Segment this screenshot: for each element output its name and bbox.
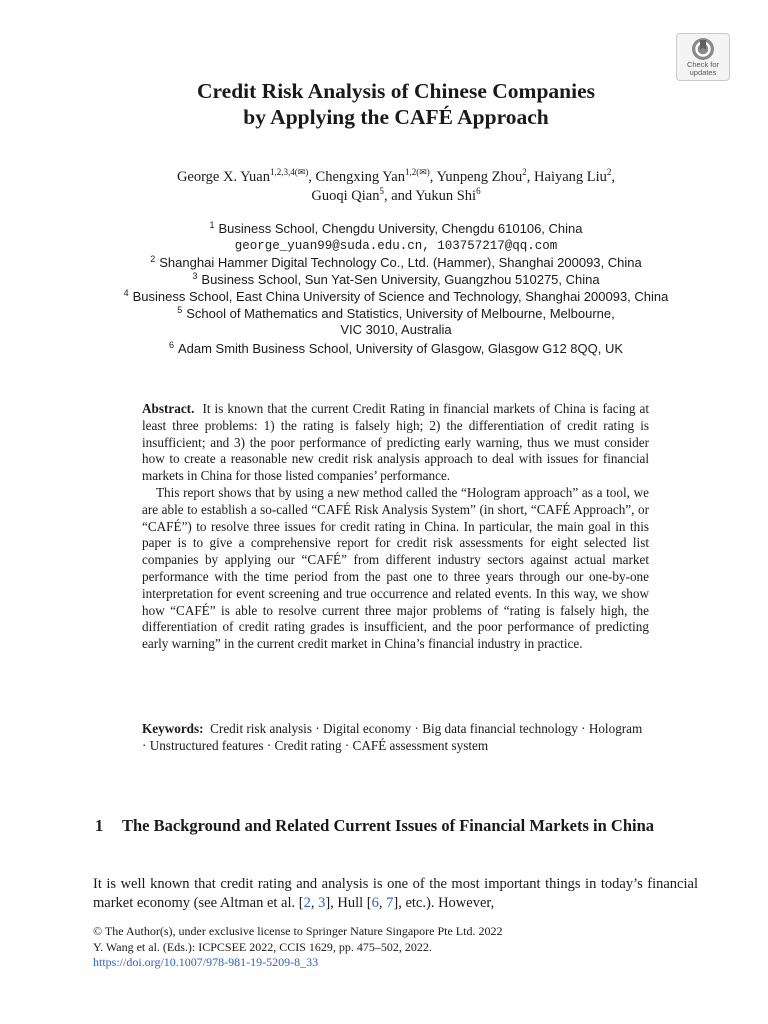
author-affiliation-marks: 5 — [379, 186, 384, 196]
citation-link[interactable]: 3 — [318, 894, 326, 911]
author-affiliation-marks: 1,2(✉) — [404, 167, 430, 177]
author-affiliation-marks: 2 — [606, 167, 612, 177]
section-heading — [95, 815, 675, 836]
affiliation-1: $^1$ Business School, Chengdu University, Chengdu 610106, China — [209, 220, 583, 236]
affiliation-3: $^3$ Business School, Sun Yat-Sen University, Guangzhou 510275, China — [192, 271, 600, 287]
keywords — [142, 721, 649, 755]
author-name: Haiyang Liu — [534, 169, 607, 185]
affiliation-6: $^6$ Adam Smith Business School, University of Glasgow, Glasgow G12 8QQ, UK — [168, 340, 624, 356]
abstract-paragraph-1: Abstract. It is known that the current Credit Rating in financial markets of China is facing at least three problems: 1) the rating is falsely high; 2) the differentiation of credit rating is insufficient; and 3) the poor performance of predicting early warning, thus we must consider how to create a reasonable new credit risk analysis approach to deal with issues for financial markets in China for those listed companies’ performance. — [142, 401, 649, 484]
section-number: 1 — [95, 816, 104, 835]
author-emails[interactable]: george_yuan99@suda.edu.cn, 103757217@qq.com — [234, 239, 558, 253]
abstract-paragraph-2: This report shows that by using a new method called the “Hologram approach” as a tool, we are able to establish a so-called “CAFÉ Risk Analysis System” (in short, “CAFÉ Approach”, or “CAFÉ”) to resolve three issues for credit rating in China. In particular, the main goal in this paper is to give a comprehensive report for credit risk assessments for eight selected list companies by applying our “CAFÉ” from different industry sectors against actual market performance with the time period from the past one to three years through our one-by-one interpretation for event screening and true occurrence and related events. In this way, we show how “CAFÉ” is able to resolve current three major problems of “rating is falsely high, the differentiation of credit rating grades is insufficient, and the poor performance of predicting early warning” in the current credit market in China’s financial industry in practice. — [142, 484, 649, 652]
author-name: Yunpeng Zhou — [436, 169, 523, 185]
author-affiliation-marks: 1,2,3,4(✉) — [269, 167, 309, 177]
author-affiliation-marks: 6 — [476, 186, 481, 196]
author-line-1: George X. Yuan$^{1,2,3,4(✉)}$, Chengxing Yan$^{1,2(✉)}$, Yunpeng Zhou$^2$, Haiyang Liu$^2$, — [176, 167, 616, 185]
title-line-1: Credit Risk Analysis of Chinese Companies — [196, 79, 595, 103]
check-for-updates-badge[interactable] — [676, 33, 730, 81]
affiliation-5-continued: VIC 3010, Australia — [340, 322, 452, 337]
badge-line1: Check for — [686, 60, 720, 69]
footer — [93, 924, 713, 971]
doi-link[interactable]: https://doi.org/10.1007/978-981-19-5209-8_33 — [93, 955, 319, 969]
body-text — [93, 875, 698, 912]
keywords-label: Keywords: — [142, 721, 204, 736]
abstract — [142, 401, 649, 653]
copyright-notice: © The Author(s), under exclusive license to Springer Nature Singapore Pte Ltd. 2022 — [93, 924, 503, 938]
body-paragraph: It is well known that credit rating and analysis is one of the most important things in today’s financial market economy (see Altman et al. [2, 3], Hull [6, 7], etc.). However, — [93, 876, 698, 911]
citation-link[interactable]: 7 — [386, 894, 394, 911]
citation-link[interactable]: 6 — [371, 894, 379, 911]
author-name: Yukun Shi — [415, 188, 477, 204]
abstract-label: Abstract. — [142, 401, 195, 416]
citation-link[interactable]: 2 — [303, 894, 311, 911]
keywords-list: Credit risk analysis · Digital economy · Big data financial technology · Hologram · Unstructured features · Credit rating · CAFÉ assessment system — [142, 721, 643, 753]
bookmark-refresh-icon — [690, 37, 716, 61]
affiliation-4: $^4$ Business School, East China University of Science and Technology, Shanghai 200093, China — [123, 288, 669, 304]
author-line-2: Guoqi Qian$^5$, and Yukun Shi$^6$ — [311, 186, 481, 204]
affiliation-5: $^5$ School of Mathematics and Statistics, University of Melbourne, Melbourne, — [177, 305, 615, 321]
title-line-2: by Applying the CAFÉ Approach — [243, 105, 549, 129]
affiliation-2: $^2$ Shanghai Hammer Digital Technology Co., Ltd. (Hammer), Shanghai 200093, China — [150, 254, 642, 270]
author-affiliation-marks: 2 — [522, 167, 527, 177]
author-name: George X. Yuan — [176, 169, 270, 185]
paper-title — [0, 78, 768, 130]
badge-line2: updates — [689, 68, 717, 77]
citation-info: Y. Wang et al. (Eds.): ICPCSEE 2022, CCIS 1629, pp. 475–502, 2022. — [93, 939, 432, 954]
author-list — [0, 168, 768, 206]
author-name: Guoqi Qian — [311, 188, 380, 204]
section-title: The Background and Related Current Issues of Financial Markets in China — [122, 816, 655, 835]
author-name: Chengxing Yan — [315, 169, 405, 185]
